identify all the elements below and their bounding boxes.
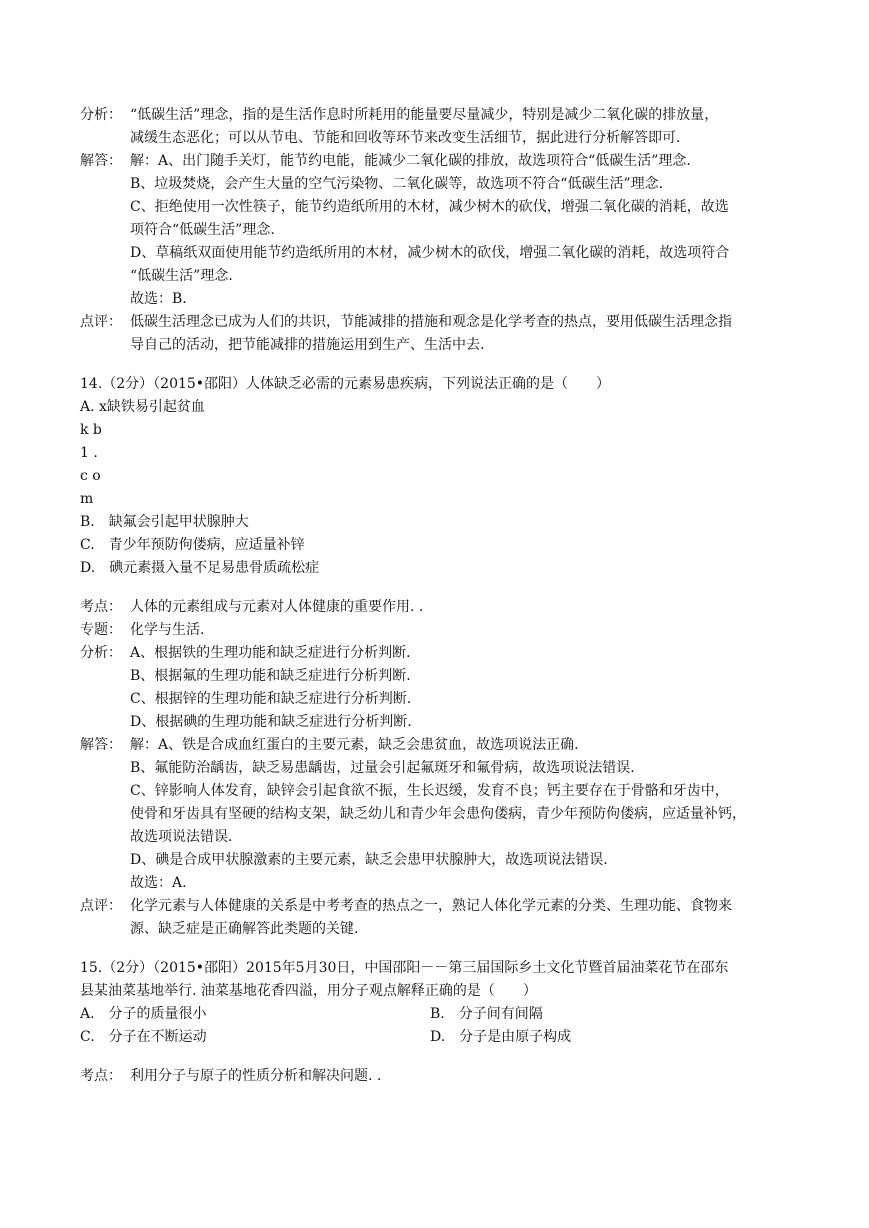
comment-line: 化学元素与人体健康的关系是中考考查的热点之一，熟记人体化学元素的分类、生理功能、食物来 xyxy=(130,898,732,914)
solution-line: “低碳生活”理念. xyxy=(130,268,233,284)
knowledge-text: 利用分子与原子的性质分析和解决问题. . xyxy=(130,1068,382,1084)
q13-analysis xyxy=(80,104,800,150)
analysis-line: “低碳生活”理念，指的是生活作息时所耗用的能量要尽量减少，特别是减少二氧化碳的排放量， xyxy=(130,107,719,123)
analysis-line: A、根据铁的生理功能和缺乏症进行分析判断. xyxy=(130,645,411,661)
comment-line: 导自己的活动，把节能减排的措施运用到生产、生活中去. xyxy=(130,337,485,353)
analysis-line: D、根据碘的生理功能和缺乏症进行分析判断. xyxy=(130,714,412,730)
comment-line: 源、缺乏症是正确解答此类题的关键. xyxy=(130,921,359,937)
comment-label: 点评： xyxy=(80,314,122,330)
analysis-line: 减缓生态恶化；可以从节电、节能和回收等环节来改变生活细节，据此进行分析解答即可. xyxy=(130,130,681,146)
q14-solution xyxy=(80,734,800,895)
solution-label: 解答： xyxy=(80,737,122,753)
watermark-fragment: m xyxy=(80,491,94,507)
knowledge-label: 考点： xyxy=(80,1068,122,1084)
q14-comment xyxy=(80,895,800,941)
watermark-fragment: c o xyxy=(80,468,101,484)
q15-option-a: A. 分子的质量很小 xyxy=(80,1006,207,1022)
q15-options-row-1 xyxy=(80,1003,800,1026)
q14-option-d: D. 碘元素摄入量不足易患骨质疏松症 xyxy=(80,560,320,576)
q15-stem-line: 15.（2分）（2015•邵阳）2015年5月30日，中国邵阳－－第三届国际乡土文化节暨首届油菜花节在邵东 xyxy=(80,960,729,976)
solution-answer: 故选：A. xyxy=(130,875,187,891)
q14-option-c: C. 青少年预防佝偻病，应适量补锌 xyxy=(80,537,305,553)
solution-line: D、草稿纸双面使用能节约造纸所用的木材，减少树木的砍伐，增强二氧化碳的消耗，故选项符合 xyxy=(130,245,730,261)
comment-label: 点评： xyxy=(80,898,122,914)
solution-line: B、垃圾焚烧，会产生大量的空气污染物、二氧化碳等，故选项不符合“低碳生活”理念. xyxy=(130,176,664,192)
q14-analysis xyxy=(80,642,800,734)
solution-line: D、碘是合成甲状腺激素的主要元素，缺乏会患甲状腺肿大，故选项说法错误. xyxy=(130,852,608,868)
watermark-fragment: 1 . xyxy=(80,445,98,461)
analysis-line: C、根据锌的生理功能和缺乏症进行分析判断. xyxy=(130,691,412,707)
q14-option-b: B. 缺氟会引起甲状腺肿大 xyxy=(80,514,249,530)
q15-option-d: D. 分子是由原子构成 xyxy=(430,1029,572,1045)
solution-line: 解：A、铁是合成血红蛋白的主要元素，缺乏会患贫血，故选项说法正确. xyxy=(130,737,579,753)
topic-text: 化学与生活. xyxy=(130,622,205,638)
q15-stem-line: 县某油菜基地举行. 油菜基地花香四溢，用分子观点解释正确的是（ ） xyxy=(80,983,537,999)
solution-line: C、锌影响人体发育，缺锌会引起食欲不振，生长迟缓，发育不良；钙主要存在于骨骼和牙齿中， xyxy=(130,783,729,799)
q14-topic xyxy=(80,619,800,642)
q14-option-a: A. x缺铁易引起贫血 xyxy=(80,399,205,415)
q15-option-b: B. 分子间有间隔 xyxy=(430,1006,543,1022)
analysis-label: 分析： xyxy=(80,645,122,661)
q13-comment xyxy=(80,311,800,357)
q14-knowledge-point xyxy=(80,596,800,619)
q13-solution xyxy=(80,150,800,311)
solution-label: 解答： xyxy=(80,153,122,169)
analysis-label: 分析： xyxy=(80,107,122,123)
solution-line: 解：A、出门随手关灯，能节约电能，能减少二氧化碳的排放，故选项符合“低碳生活”理念. xyxy=(130,153,691,169)
solution-line: B、氟能防治龋齿，缺乏易患龋齿，过量会引起氟斑牙和氟骨病，故选项说法错误. xyxy=(130,760,635,776)
solution-line: 使骨和牙齿具有坚硬的结构支架，缺乏幼儿和青少年会患佝偻病，青少年预防佝偻病，应适量补钙， xyxy=(130,806,746,822)
analysis-line: B、根据氟的生理功能和缺乏症进行分析判断. xyxy=(130,668,411,684)
solution-line: 故选项说法错误. xyxy=(130,829,233,845)
solution-line: C、拒绝使用一次性筷子，能节约造纸所用的木材，减少树木的砍伐，增强二氧化碳的消耗，故选 xyxy=(130,199,729,215)
q15-knowledge-point xyxy=(80,1065,800,1088)
watermark-fragment: k b xyxy=(80,422,102,438)
document-page xyxy=(80,104,800,1088)
topic-label: 专题： xyxy=(80,622,122,638)
q15-option-c: C. 分子在不断运动 xyxy=(80,1029,207,1045)
q15-options-row-2 xyxy=(80,1026,800,1049)
solution-line: 项符合“低碳生活”理念. xyxy=(130,222,275,238)
knowledge-text: 人体的元素组成与元素对人体健康的重要作用. . xyxy=(130,599,424,615)
solution-answer: 故选：B. xyxy=(130,291,187,307)
comment-line: 低碳生活理念已成为人们的共识，节能减排的措施和观念是化学考查的热点，要用低碳生活理念指 xyxy=(130,314,732,330)
knowledge-label: 考点： xyxy=(80,599,122,615)
q14-stem: 14.（2分）（2015•邵阳）人体缺乏必需的元素易患疾病，下列说法正确的是（ ） xyxy=(80,376,611,392)
